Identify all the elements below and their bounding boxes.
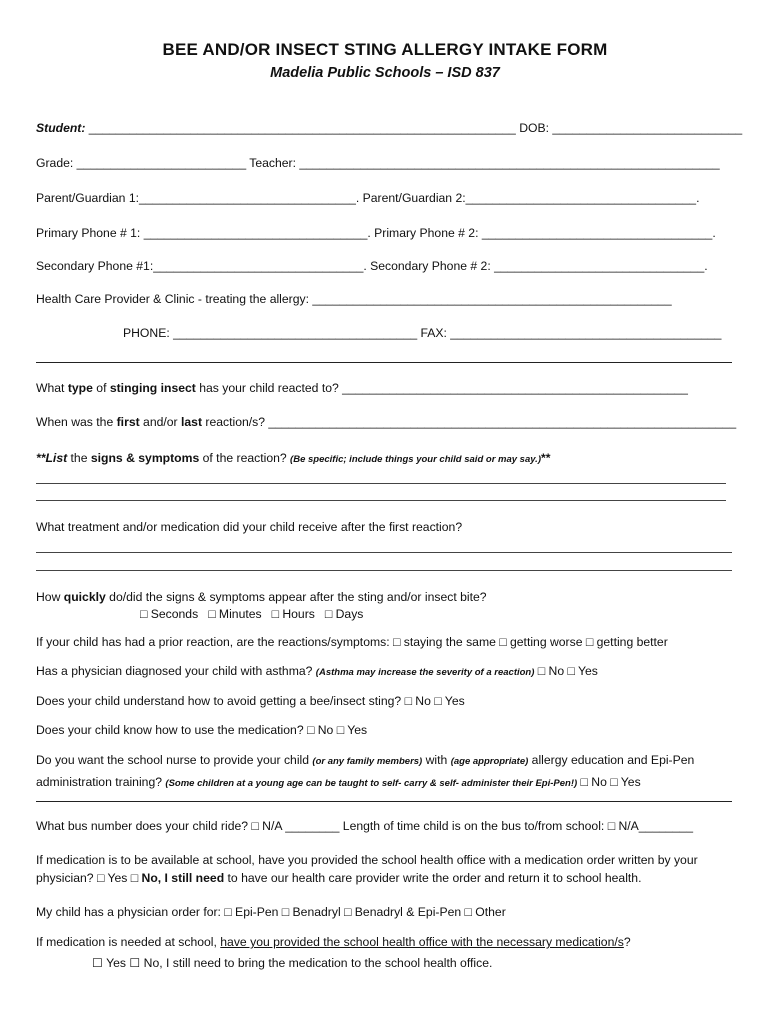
parent-guardian-row[interactable]: Parent/Guardian 1:________________________________. Parent/Guardian 2:__________________________________.	[36, 191, 700, 205]
onset-speed-question: How quickly do/did the signs & symptoms appear after the sting and/or insect bite?	[36, 590, 487, 604]
hours-checkbox[interactable]: □ Hours	[271, 607, 315, 621]
student-label: Student:	[36, 121, 86, 135]
prior-reaction-question[interactable]: If your child has had a prior reaction, are the reactions/symptoms: □ staying the same □ getting worse □ getting better	[36, 635, 668, 649]
symptoms-answer-line[interactable]	[36, 483, 726, 484]
nurse-education-question: Do you want the school nurse to provide your child (or any family members) with (age appropriate) allergy education and Epi-Pen	[36, 753, 695, 767]
health-care-provider-row[interactable]: Health Care Provider & Clinic - treating the allergy: _____________________________________________________	[36, 292, 672, 306]
symptoms-question: **List the signs & symptoms of the reaction? (Be specific; include things your child said or may say.)**	[36, 451, 551, 465]
onset-speed-options[interactable]	[140, 606, 440, 622]
symptoms-answer-line[interactable]	[36, 500, 726, 501]
seconds-checkbox[interactable]: □ Seconds	[140, 607, 199, 621]
reaction-date-question[interactable]: When was the first and/or last reaction/s? _____________________________________________________________________	[36, 415, 737, 429]
physician-order-question[interactable]: My child has a physician order for: □ Epi-Pen □ Benadryl □ Benadryl & Epi-Pen □ Other	[36, 905, 506, 919]
medication-order-question: If medication is to be available at school, have you provided the school health office with a medication order written by your	[36, 853, 698, 867]
medication-needed-options[interactable]: ☐ Yes ☐ No, I still need to bring the medication to the school health office.	[92, 956, 493, 970]
treatment-question: What treatment and/or medication did your child receive after the first reaction?	[36, 520, 463, 534]
student-field[interactable]: _______________________________________________________________	[85, 121, 520, 135]
asthma-question[interactable]: Has a physician diagnosed your child with asthma? (Asthma may increase the severity of a reaction) □ No □ Yes	[36, 664, 598, 678]
phone-fax-row[interactable]: PHONE: ____________________________________ FAX: ________________________________________	[123, 326, 722, 340]
days-checkbox[interactable]: □ Days	[324, 607, 364, 621]
student-row	[36, 120, 743, 136]
treatment-answer-line[interactable]	[36, 570, 732, 571]
bus-question[interactable]: What bus number does your child ride? □ N/A ________ Length of time child is on the bus to/from school: □ N/A________	[36, 819, 693, 833]
grade-teacher-row[interactable]: Grade: _________________________ Teacher: ______________________________________________________________	[36, 156, 720, 170]
insect-type-question[interactable]: What type of stinging insect has your child reacted to? ___________________________________________________	[36, 381, 688, 395]
medication-needed-question: If medication is needed at school, have you provided the school health office with the necessary medication/s?	[36, 935, 631, 949]
secondary-phone-row[interactable]: Secondary Phone #1:_______________________________. Secondary Phone # 2: _______________________________.	[36, 259, 708, 273]
primary-phone-row[interactable]: Primary Phone # 1: _________________________________. Primary Phone # 2: __________________________________.	[36, 226, 716, 240]
treatment-answer-line[interactable]	[36, 552, 732, 553]
nurse-education-question-cont[interactable]: administration training? (Some children at a young age can be taught to self- carry & self- administer their Epi-Pen!) □ No □ Yes	[36, 775, 641, 789]
form-title: BEE AND/OR INSECT STING ALLERGY INTAKE FORM	[162, 40, 608, 59]
form-subtitle: Madelia Public Schools – ISD 837	[270, 65, 500, 81]
medication-use-question[interactable]: Does your child know how to use the medication? □ No □ Yes	[36, 723, 368, 737]
minutes-checkbox[interactable]: □ Minutes	[208, 607, 262, 621]
section-divider	[36, 801, 732, 802]
dob-field[interactable]: DOB: ____________________________	[519, 121, 743, 135]
medication-order-options[interactable]: physician? □ Yes □ No, I still need to have our health care provider write the order and return it to school health.	[36, 871, 642, 885]
section-divider	[36, 362, 732, 363]
avoid-sting-question[interactable]: Does your child understand how to avoid getting a bee/insect sting? □ No □ Yes	[36, 694, 465, 708]
